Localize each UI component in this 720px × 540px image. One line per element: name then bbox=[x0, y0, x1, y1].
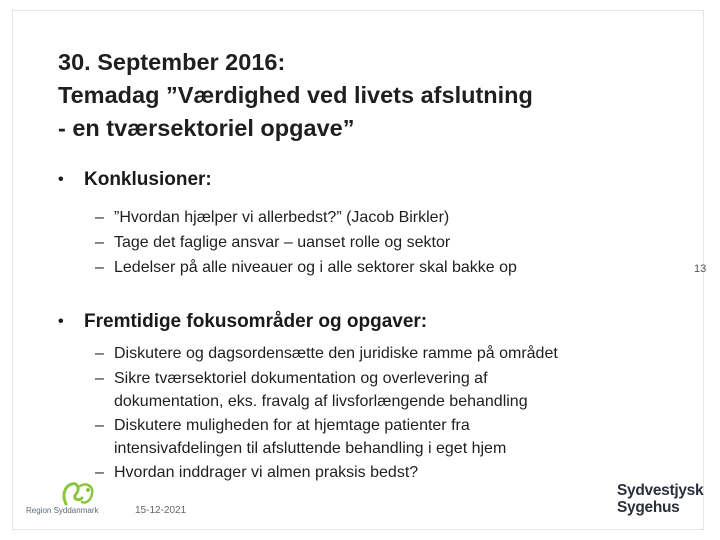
list-item-text: dokumentation, eks. fravalg af livsforlængende behandling bbox=[114, 393, 528, 410]
dash-icon: – bbox=[95, 464, 104, 481]
list-item-text: Diskutere og dagsordensætte den juridiske ramme på området bbox=[114, 345, 558, 362]
dash-icon: – bbox=[95, 417, 104, 434]
section-heading bbox=[58, 167, 698, 193]
list-item-text: Hvordan inddrager vi almen praksis bedst? bbox=[114, 464, 419, 481]
list-item bbox=[58, 255, 698, 280]
bullet-icon: • bbox=[58, 171, 64, 188]
dash-icon: – bbox=[95, 259, 104, 276]
list-item bbox=[58, 366, 698, 413]
list-item-text: Tage det faglige ansvar – uanset rolle og sektor bbox=[114, 234, 451, 251]
section-heading-text: Fremtidige fokusområder og opgaver: bbox=[84, 311, 428, 332]
bullet-icon: • bbox=[58, 313, 64, 330]
dash-icon: – bbox=[95, 345, 104, 362]
list-item bbox=[58, 205, 698, 230]
logo-text-line-2: Sygehus bbox=[617, 499, 680, 516]
dash-icon: – bbox=[95, 234, 104, 251]
list-item-text: Sikre tværsektoriel dokumentation og overlevering af bbox=[114, 370, 488, 387]
list-item-text: Diskutere muligheden for at hjemtage patienter fra bbox=[114, 417, 470, 434]
region-syddanmark-logo bbox=[26, 478, 126, 518]
region-logo-icon bbox=[58, 478, 102, 508]
title-line-2: Temadag ”Værdighed ved livets afslutning bbox=[58, 82, 533, 108]
list-item-text: ”Hvordan hjælper vi allerbedst?” (Jacob Birkler) bbox=[114, 209, 450, 226]
region-logo-text: Region Syddanmark bbox=[26, 506, 99, 515]
list-item-text: intensivafdelingen til afsluttende behandling i eget hjem bbox=[114, 440, 507, 457]
section-conclusions bbox=[58, 167, 698, 280]
list-item bbox=[58, 460, 698, 485]
logo-text-line-1: Sydvestjysk bbox=[617, 482, 704, 499]
section-heading-text: Konklusioner: bbox=[84, 169, 212, 190]
list-item bbox=[58, 341, 698, 366]
section-heading bbox=[58, 309, 698, 335]
list-item bbox=[58, 230, 698, 255]
title-line-1: 30. September 2016: bbox=[58, 49, 286, 75]
title-line-3: - en tværsektoriel opgave” bbox=[58, 115, 355, 141]
dash-icon: – bbox=[95, 370, 104, 387]
page-number: 13 bbox=[694, 263, 707, 275]
slide-title bbox=[58, 46, 678, 145]
list-item-text: Ledelser på alle niveauer og i alle sektorer skal bakke op bbox=[114, 259, 517, 276]
dash-icon: – bbox=[95, 209, 104, 226]
section-future-focus bbox=[58, 309, 698, 485]
list-item bbox=[58, 413, 698, 460]
slide-date: 15-12-2021 bbox=[135, 505, 187, 516]
sydvestjysk-sygehus-logo bbox=[617, 482, 704, 516]
